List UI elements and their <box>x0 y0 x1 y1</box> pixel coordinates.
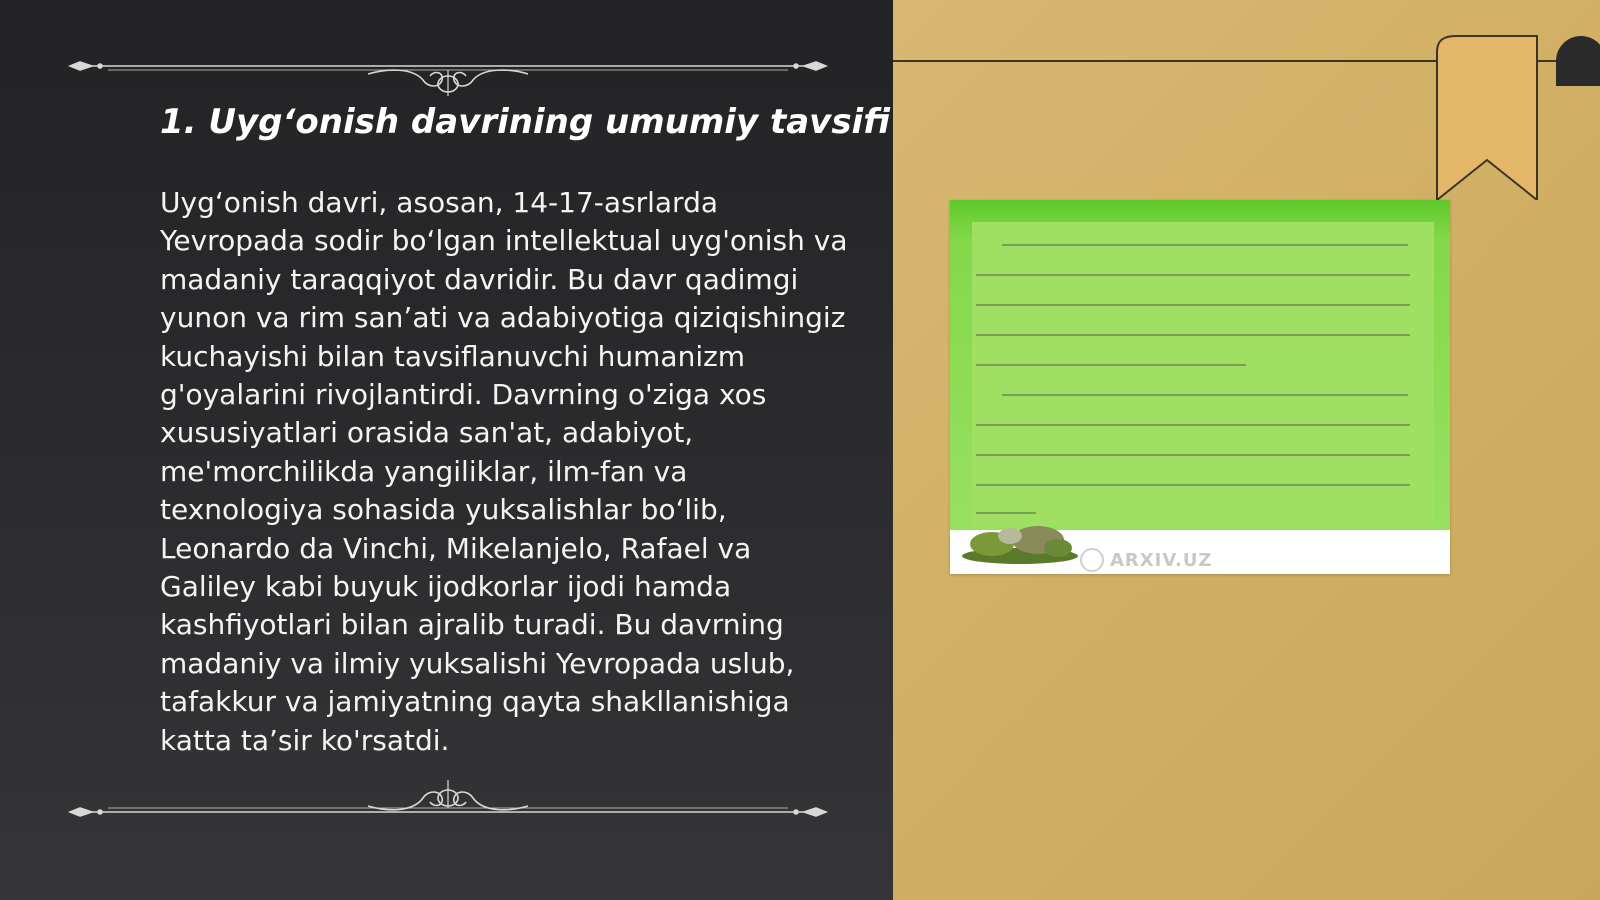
watermark <box>1080 548 1212 572</box>
slide-title: 1. Uyg‘onish davrining umumiy tavsifi <box>160 102 890 142</box>
bookmark-tab <box>1556 36 1600 86</box>
image-text-block <box>972 222 1434 526</box>
bookmark-ribbon-icon <box>1436 34 1538 200</box>
top-scroll-ornament-icon <box>68 50 828 98</box>
bottom-scroll-ornament-icon <box>68 778 828 826</box>
slide-body-text: Uyg‘onish davri, asosan, 14-17-asrlarda Yevropada sodir bo‘lgan intellektual uyg'onish va madaniy taraqqiyot davridir. Bu davr qadimgi yunon va rim san’ati va adabiyotiga qiziqishingiz kuchayishi bilan tavsiflanuvchi humanizm g'oyalarini rivojlantirdi. Davrning o'ziga xos xususiyatlari orasida san'at, adabiyot, me'morchilikda yangiliklar, ilm-fan va texnologiya sohasida yuksalishlar bo‘lib, Leonardo da Vinchi, Mikelanjelo, Rafael va Galiley kabi buyuk ijodkorlar ijodi hamda kashfiyotlari bilan ajralib turadi. Bu davrning madaniy va ilmiy yuksalishi Yevropada uslub, tafakkur va jamiyatning qayta shakllanishiga katta ta’sir ko'rsatdi. <box>160 186 848 757</box>
watermark-logo-icon <box>1080 548 1104 572</box>
watermark-text: ARXIV.UZ <box>1110 549 1213 571</box>
textbook-page-image <box>950 200 1450 574</box>
fern-plant-icon <box>962 518 1080 564</box>
